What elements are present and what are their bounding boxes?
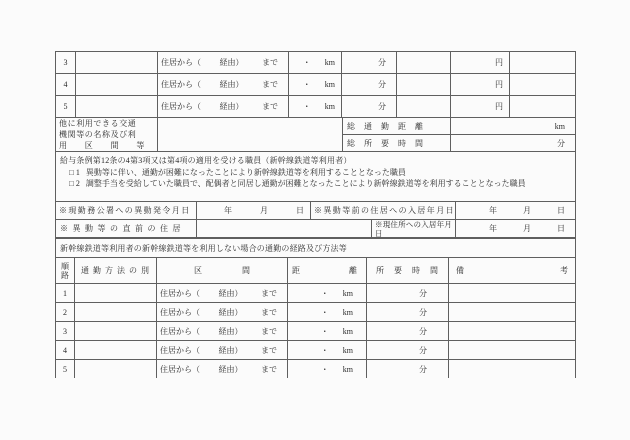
header-section: 区 間: [157, 258, 288, 283]
header-remarks: 備 考: [456, 266, 568, 275]
minutes-unit: 分: [557, 138, 565, 148]
checkbox-1[interactable]: □: [69, 168, 74, 177]
option-2-number: 2: [75, 179, 80, 188]
required-time-cell: [367, 303, 449, 321]
commute-method-cell: [76, 52, 158, 73]
alt-route-table: [55, 257, 576, 378]
day-label: 日: [296, 206, 304, 215]
km-unit: km: [342, 345, 353, 355]
amount-cell: [451, 74, 510, 95]
table-row: [56, 303, 575, 322]
totals-column: [343, 118, 575, 151]
transfer-order-date-cell: [197, 202, 311, 219]
total-distance-row: [343, 118, 575, 135]
table-row: [56, 341, 575, 360]
km-unit: km: [342, 326, 353, 336]
yen-unit: 円: [495, 80, 503, 89]
route-from-label: 住居から（: [161, 80, 201, 89]
route-to-label: まで: [261, 288, 277, 298]
other-transport-label: 他に利用できる交通 機関等の名称及び利 用 区 間 等: [56, 118, 158, 151]
distance-cell: [289, 96, 342, 117]
distance-cell: [289, 52, 342, 73]
route-from-label: 住居から（: [161, 102, 201, 111]
commute-method-cell: [75, 341, 157, 359]
previous-residence-label: ※異動等の直前の住居: [56, 220, 197, 237]
route-section-cell: [157, 360, 288, 378]
table-row: [56, 284, 575, 303]
total-distance-value-cell: [451, 118, 575, 134]
total-time-label: 総 所 要 時 間: [343, 135, 451, 151]
route-via-label: 経由）: [219, 80, 244, 89]
route-to-label: まで: [261, 326, 277, 336]
year-label: 年: [224, 206, 232, 215]
option-2-text: 調整手当を受給していた職員で、配偶者と同居し通勤が困難となったことにより新幹線鉄道等を利用することとなった職員: [85, 179, 526, 188]
km-unit: km: [342, 288, 353, 298]
required-time-cell: [367, 322, 449, 340]
current-address-move-in-label: ※現住所への入居年月日: [372, 220, 456, 237]
route-from-label: 住居から（: [160, 326, 200, 336]
route-from-label: 住居から（: [160, 288, 200, 298]
day-label: 日: [557, 224, 565, 233]
remarks-cell: [510, 52, 575, 73]
remarks-cell: [510, 74, 575, 95]
route-from-label: 住居から（: [160, 364, 200, 374]
amount-cell: [451, 96, 510, 117]
km-unit: km: [324, 80, 335, 89]
minutes-unit: 分: [419, 345, 427, 355]
remarks-cell: [449, 341, 575, 359]
commute-method-cell: [76, 96, 158, 117]
eligibility-option-2: [60, 178, 571, 189]
total-time-row: [343, 135, 575, 151]
fare-cell: [397, 52, 451, 73]
route-section-cell: [157, 341, 288, 359]
total-distance-label: 総 通 勤 距 離: [343, 118, 451, 134]
eligibility-section: [55, 151, 576, 202]
decimal-dot: ・: [320, 307, 329, 317]
alt-route-section-title: 新幹線鉄道等利用者の新幹線鉄道等を利用しない場合の通勤の経路及び方法等: [55, 238, 576, 258]
route-number-cell: 3: [56, 322, 75, 340]
month-label: 月: [260, 206, 268, 215]
minutes-unit: 分: [419, 326, 427, 336]
total-time-value-cell: [451, 135, 575, 151]
route-number-cell: 3: [56, 52, 76, 73]
required-time-cell: [367, 360, 449, 378]
distance-cell: [288, 341, 367, 359]
header-commute-method: 通 勤 方 法 の 別: [75, 258, 157, 283]
km-unit: km: [342, 364, 353, 374]
commute-method-cell: [75, 360, 157, 378]
remarks-cell: [510, 96, 575, 117]
decimal-dot: ・: [320, 345, 329, 355]
previous-residence-move-in-date-cell: [456, 202, 575, 219]
route-via-label: 経由）: [218, 364, 243, 374]
distance-cell: [288, 360, 367, 378]
route-number-cell: 2: [56, 303, 75, 321]
totals-block: [55, 117, 576, 152]
minutes-unit: 分: [419, 288, 427, 298]
route-section-cell: [157, 322, 288, 340]
yen-unit: 円: [495, 102, 503, 111]
month-label: 月: [523, 206, 531, 215]
km-unit: km: [324, 58, 335, 67]
route-section-cell: [158, 52, 289, 73]
route-number-cell: 1: [56, 284, 75, 302]
remarks-cell: [449, 303, 575, 321]
table-row: [56, 322, 575, 341]
required-time-cell: [367, 284, 449, 302]
remarks-cell: [449, 284, 575, 302]
required-time-cell: [367, 341, 449, 359]
day-label: 日: [557, 206, 565, 215]
previous-residence-value-cell: [197, 220, 372, 237]
minutes-unit: 分: [419, 364, 427, 374]
route-via-label: 経由）: [218, 288, 243, 298]
header-route-number: 順 路: [56, 258, 75, 283]
decimal-dot: ・: [302, 58, 311, 67]
distance-cell: [288, 303, 367, 321]
distance-cell: [289, 74, 342, 95]
minutes-unit: 分: [378, 58, 386, 67]
header-distance: 距 離: [288, 258, 367, 283]
table-row: [56, 52, 575, 74]
minutes-unit: 分: [378, 102, 386, 111]
route-from-label: 住居から（: [160, 307, 200, 317]
fare-cell: [397, 96, 451, 117]
km-unit: km: [324, 102, 335, 111]
reference-dates-block: [55, 201, 576, 238]
route-section-cell: [157, 303, 288, 321]
route-to-label: まで: [262, 102, 278, 111]
route-to-label: まで: [262, 58, 278, 67]
route-via-label: 経由）: [219, 58, 244, 67]
fare-cell: [397, 74, 451, 95]
year-label: 年: [489, 206, 497, 215]
year-label: 年: [489, 224, 497, 233]
remarks-cell: [449, 360, 575, 378]
commute-method-cell: [76, 74, 158, 95]
other-transport-value-cell: [158, 118, 343, 151]
decimal-dot: ・: [320, 288, 329, 298]
route-number-cell: 5: [56, 96, 76, 117]
route-to-label: まで: [261, 364, 277, 374]
table-header-row: [56, 258, 575, 284]
current-address-move-in-date-cell: [456, 220, 575, 237]
yen-unit: 円: [495, 58, 503, 67]
commute-method-cell: [75, 284, 157, 302]
km-unit: km: [554, 121, 565, 131]
amount-cell: [451, 52, 510, 73]
route-via-label: 経由）: [218, 307, 243, 317]
eligibility-title: 給与条例第12条の4第3項又は第4項の適用を受ける職員（新幹線鉄道等利用者）: [60, 156, 352, 165]
minutes-unit: 分: [378, 80, 386, 89]
table-row: [56, 202, 575, 220]
route-section-cell: [158, 96, 289, 117]
commute-method-cell: [75, 303, 157, 321]
decimal-dot: ・: [302, 102, 311, 111]
table-row: [56, 96, 575, 117]
route-via-label: 経由）: [218, 326, 243, 336]
route-section-cell: [157, 284, 288, 302]
option-1-number: 1: [75, 168, 80, 177]
commute-method-cell: [75, 322, 157, 340]
route-number-cell: 5: [56, 360, 75, 378]
eligibility-option-1: [60, 167, 571, 178]
minutes-unit: 分: [419, 307, 427, 317]
checkbox-2[interactable]: □: [69, 179, 74, 188]
remarks-cell: [449, 322, 575, 340]
previous-residence-move-in-label: ※異動等前の住居への入居年月日: [311, 202, 456, 219]
route-number-cell: 4: [56, 74, 76, 95]
route-to-label: まで: [262, 80, 278, 89]
route-to-label: まで: [261, 307, 277, 317]
table-row: [56, 74, 575, 96]
upper-route-table: [55, 51, 576, 118]
route-section-cell: [158, 74, 289, 95]
table-row: [56, 360, 575, 378]
decimal-dot: ・: [320, 364, 329, 374]
route-to-label: まで: [261, 345, 277, 355]
transfer-order-date-label: ※現勤務公署への異動発令月日: [56, 202, 197, 219]
header-required-time: 所 要 時 間: [367, 258, 449, 283]
decimal-dot: ・: [320, 326, 329, 336]
route-number-cell: 4: [56, 341, 75, 359]
route-from-label: 住居から（: [161, 58, 201, 67]
required-time-cell: [342, 96, 397, 117]
route-from-label: 住居から（: [160, 345, 200, 355]
table-row: [56, 220, 575, 237]
route-via-label: 経由）: [219, 102, 244, 111]
distance-cell: [288, 322, 367, 340]
required-time-cell: [342, 52, 397, 73]
month-label: 月: [523, 224, 531, 233]
decimal-dot: ・: [302, 80, 311, 89]
required-time-cell: [342, 74, 397, 95]
distance-cell: [288, 284, 367, 302]
km-unit: km: [342, 307, 353, 317]
option-1-text: 異動等に伴い、通勤が困難になったことにより新幹線鉄道等を利用することとなった職員: [85, 168, 406, 177]
route-via-label: 経由）: [218, 345, 243, 355]
